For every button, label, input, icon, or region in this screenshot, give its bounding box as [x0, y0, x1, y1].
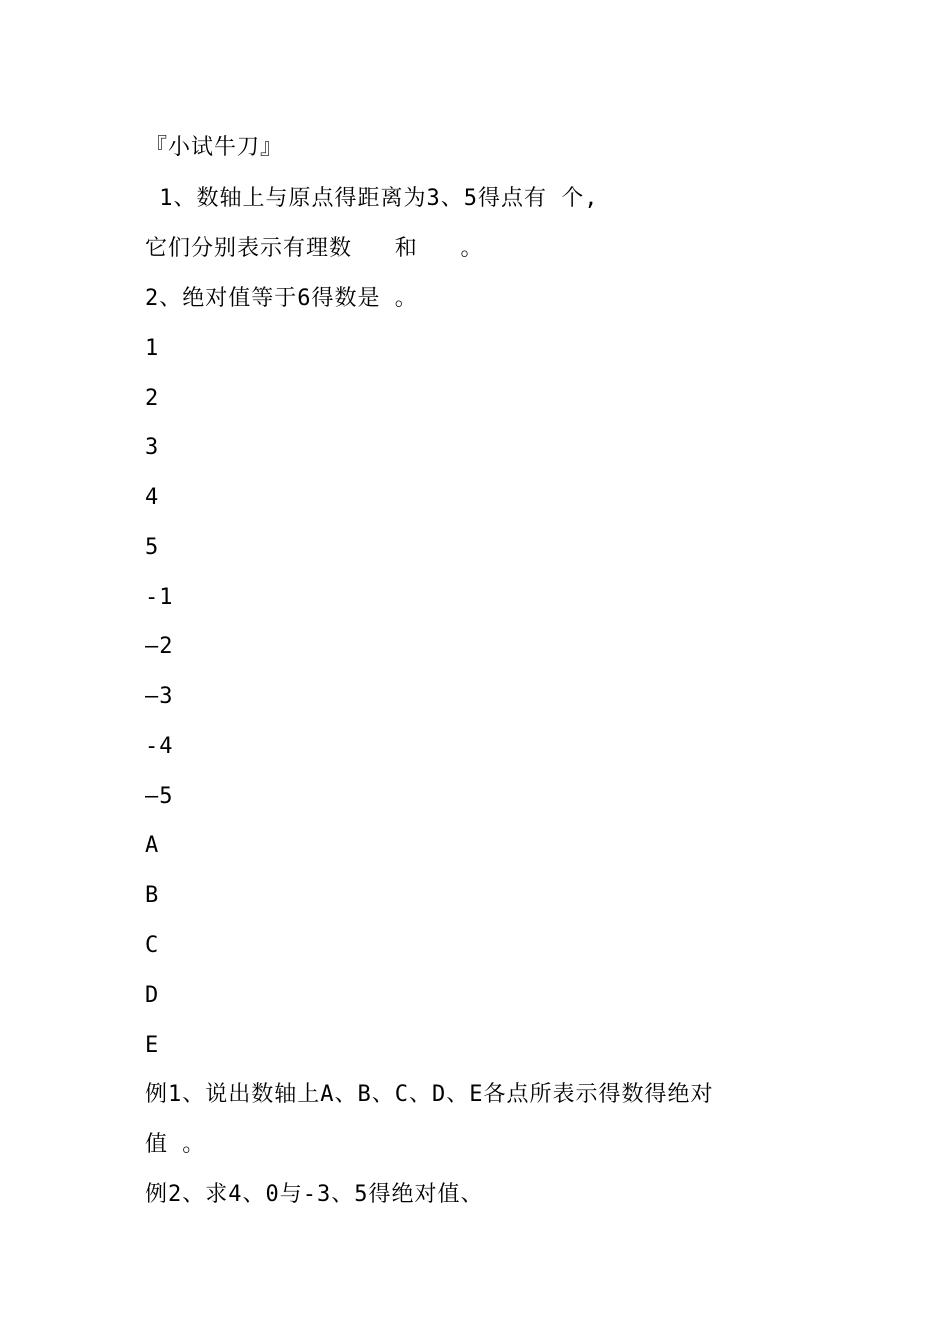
example-1-line-1: 例1、说出数轴上A、B、C、D、E各点所表示得数得绝对 — [145, 1082, 714, 1107]
axis-point-label: C — [145, 933, 160, 958]
axis-label: 1 — [145, 336, 160, 361]
axis-label: 2 — [145, 386, 160, 411]
example-1-line-2: 值 。 — [145, 1132, 206, 1157]
axis-label: 3 — [145, 435, 160, 460]
axis-label: 4 — [145, 485, 160, 510]
axis-label: -4 — [145, 734, 174, 759]
axis-point-label: E — [145, 1033, 160, 1058]
section-heading: 『小试牛刀』 — [145, 135, 284, 160]
problem-1-line-2: 它们分别表示有理数 和 。 — [145, 236, 484, 261]
axis-label: -1 — [145, 585, 174, 610]
axis-point-label: D — [145, 983, 160, 1008]
problem-2: 2、绝对值等于6得数是 。 — [145, 286, 418, 311]
example-2: 例2、求4、0与-3、5得绝对值、 — [145, 1182, 484, 1207]
axis-label: —5 — [145, 784, 174, 809]
axis-point-label: B — [145, 883, 160, 908]
axis-label: —2 — [145, 634, 174, 659]
axis-label: —3 — [145, 684, 174, 709]
problem-1-line-1: 1、数轴上与原点得距离为3、5得点有 个, — [145, 186, 599, 211]
axis-point-label: A — [145, 833, 160, 858]
axis-label: 5 — [145, 535, 160, 560]
